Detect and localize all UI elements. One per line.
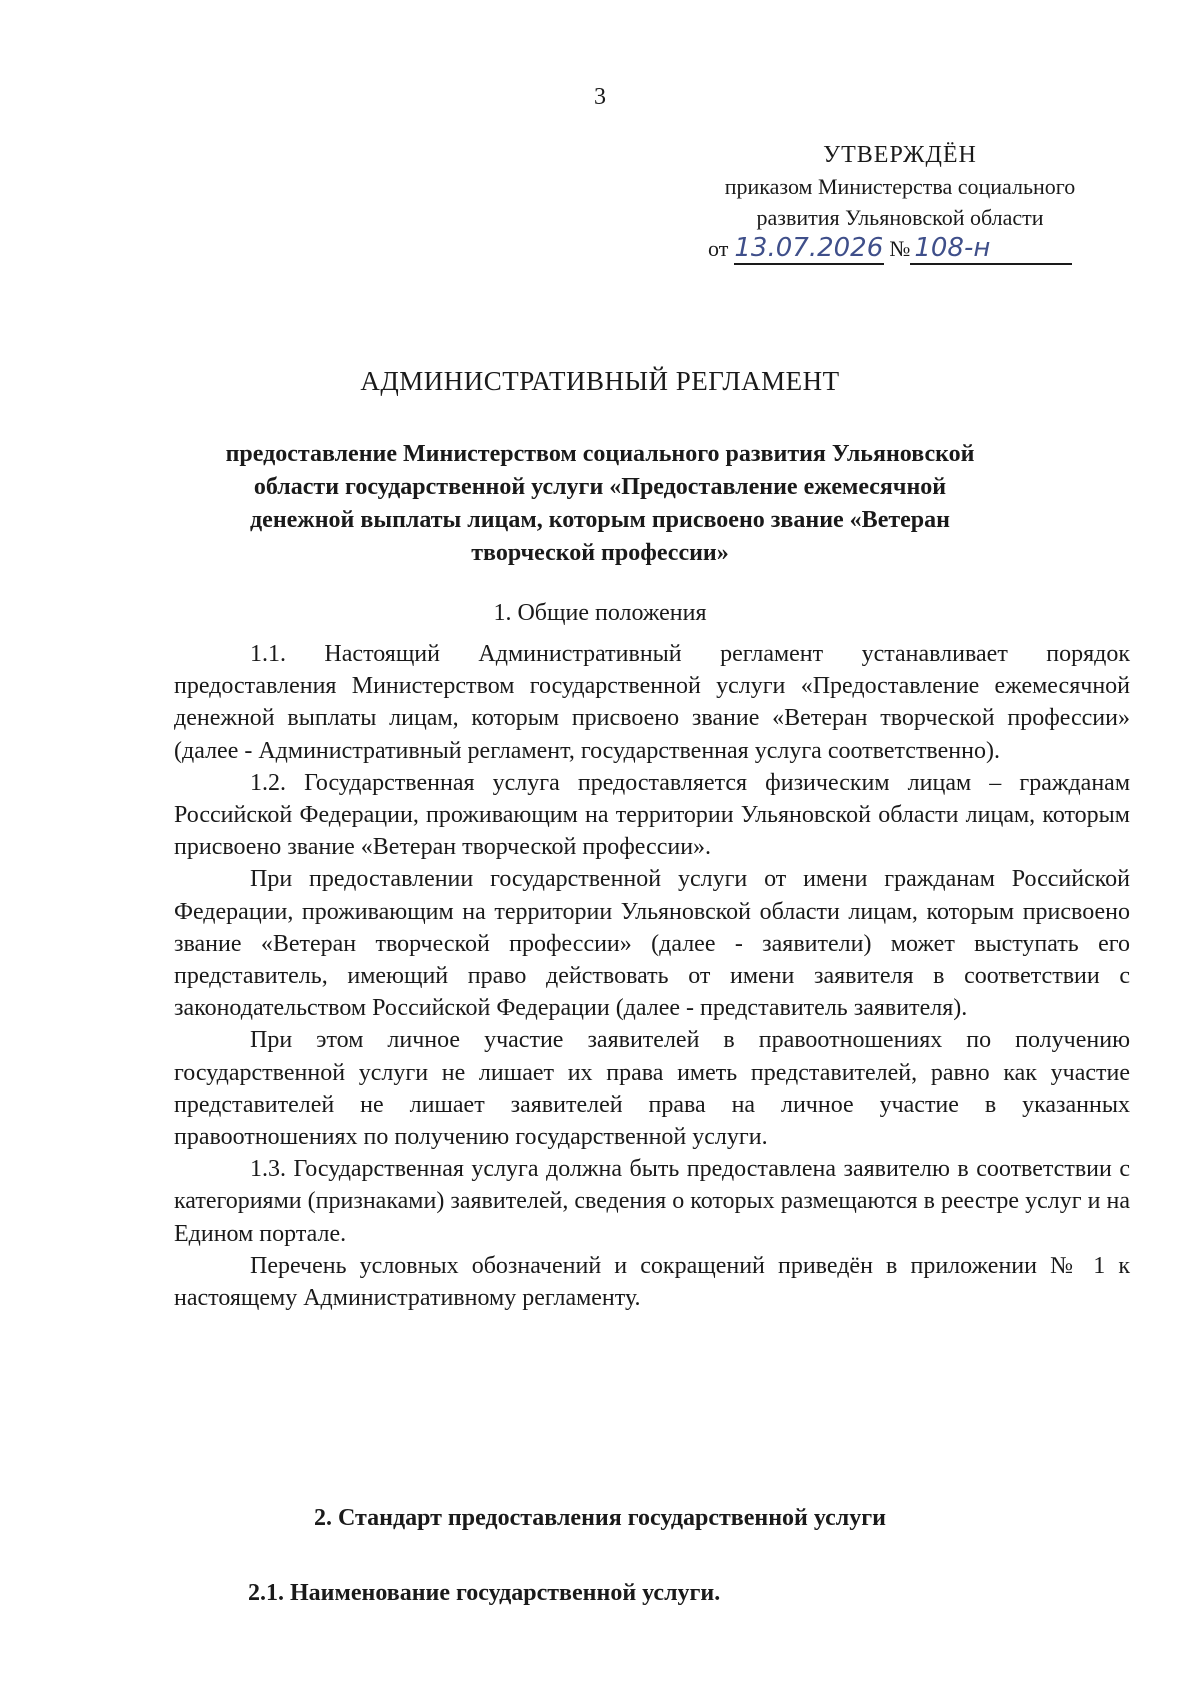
paragraph-1-2: 1.2. Государственная услуга предоставляется физическим лицам – гражданам Российской Федерации, проживающим на территории Ульяновской области лицам, которым присвоено звание «Ветеран творческой профессии». xyxy=(174,769,1130,861)
handwritten-date: 13.07.2026 xyxy=(734,233,884,263)
paragraph-personal-participation: При этом личное участие заявителей в правоотношениях по получению государственной услуги не лишает их права иметь представителей, равно как участие представителей не лишает заявителей права на личное участие в указанных правоотношениях по получению государственной услуги. xyxy=(174,1027,1130,1151)
section-2-heading: 2. Стандарт предоставления государственной услуги xyxy=(314,1505,886,1531)
document-subtitle: предоставление Министерством социального развития Ульяновской области государственной услуги «Предоставление ежемесячной денежной выплаты лицам, которым присвоено звание «Ветеран творческой профессии» xyxy=(225,441,975,566)
section-1-body xyxy=(174,638,1130,1314)
page-number: 3 xyxy=(594,84,606,110)
approval-block xyxy=(690,140,1110,265)
paragraph-abbreviations: Перечень условных обозначений и сокращений приведён в приложении № 1 к настоящему Административному регламенту. xyxy=(174,1252,1130,1312)
date-prefix: от xyxy=(708,236,729,261)
paragraph-1-3: 1.3. Государственная услуга должна быть предоставлена заявителю в соответствии с категориями (признаками) заявителей, сведения о которых размещаются в реестре услуг и на Едином портале. xyxy=(174,1156,1130,1247)
approval-date-row xyxy=(690,233,1110,265)
document-title: АДМИНИСТРАТИВНЫЙ РЕГЛАМЕНТ xyxy=(360,366,840,396)
section-1-heading: 1. Общие положения xyxy=(493,600,707,626)
handwritten-number: 108-н xyxy=(914,233,991,263)
date-field xyxy=(734,234,884,265)
paragraph-representative: При предоставлении государственной услуги от имени гражданам Российской Федерации, проживающим на территории Ульяновской области лицам, которым присвоено звание «Ветеран творческой профессии» (далее - заявители) может выступать его представитель, имеющий право действовать от имени заявителя в соответствии с законодательством Российской Федерации (далее - представитель заявителя). xyxy=(174,866,1130,1022)
number-prefix: № xyxy=(889,236,911,261)
subsection-2-1-heading: 2.1. Наименование государственной услуги. xyxy=(248,1580,721,1606)
approval-line-2: развития Ульяновской области xyxy=(756,205,1044,230)
approval-line-1: приказом Министерства социального xyxy=(724,174,1076,199)
paragraph-1-1: 1.1. Настоящий Административный регламент устанавливает порядок предоставления Министерством государственной услуги «Предоставление ежемесячной денежной выплаты лицам, которым присвоено звание «Ветеран творческой профессии» (далее - Административный регламент, государственная услуга соответственно). xyxy=(174,641,1130,764)
approval-stamp: УТВЕРЖДЁН xyxy=(823,142,977,168)
number-field xyxy=(910,234,1072,265)
